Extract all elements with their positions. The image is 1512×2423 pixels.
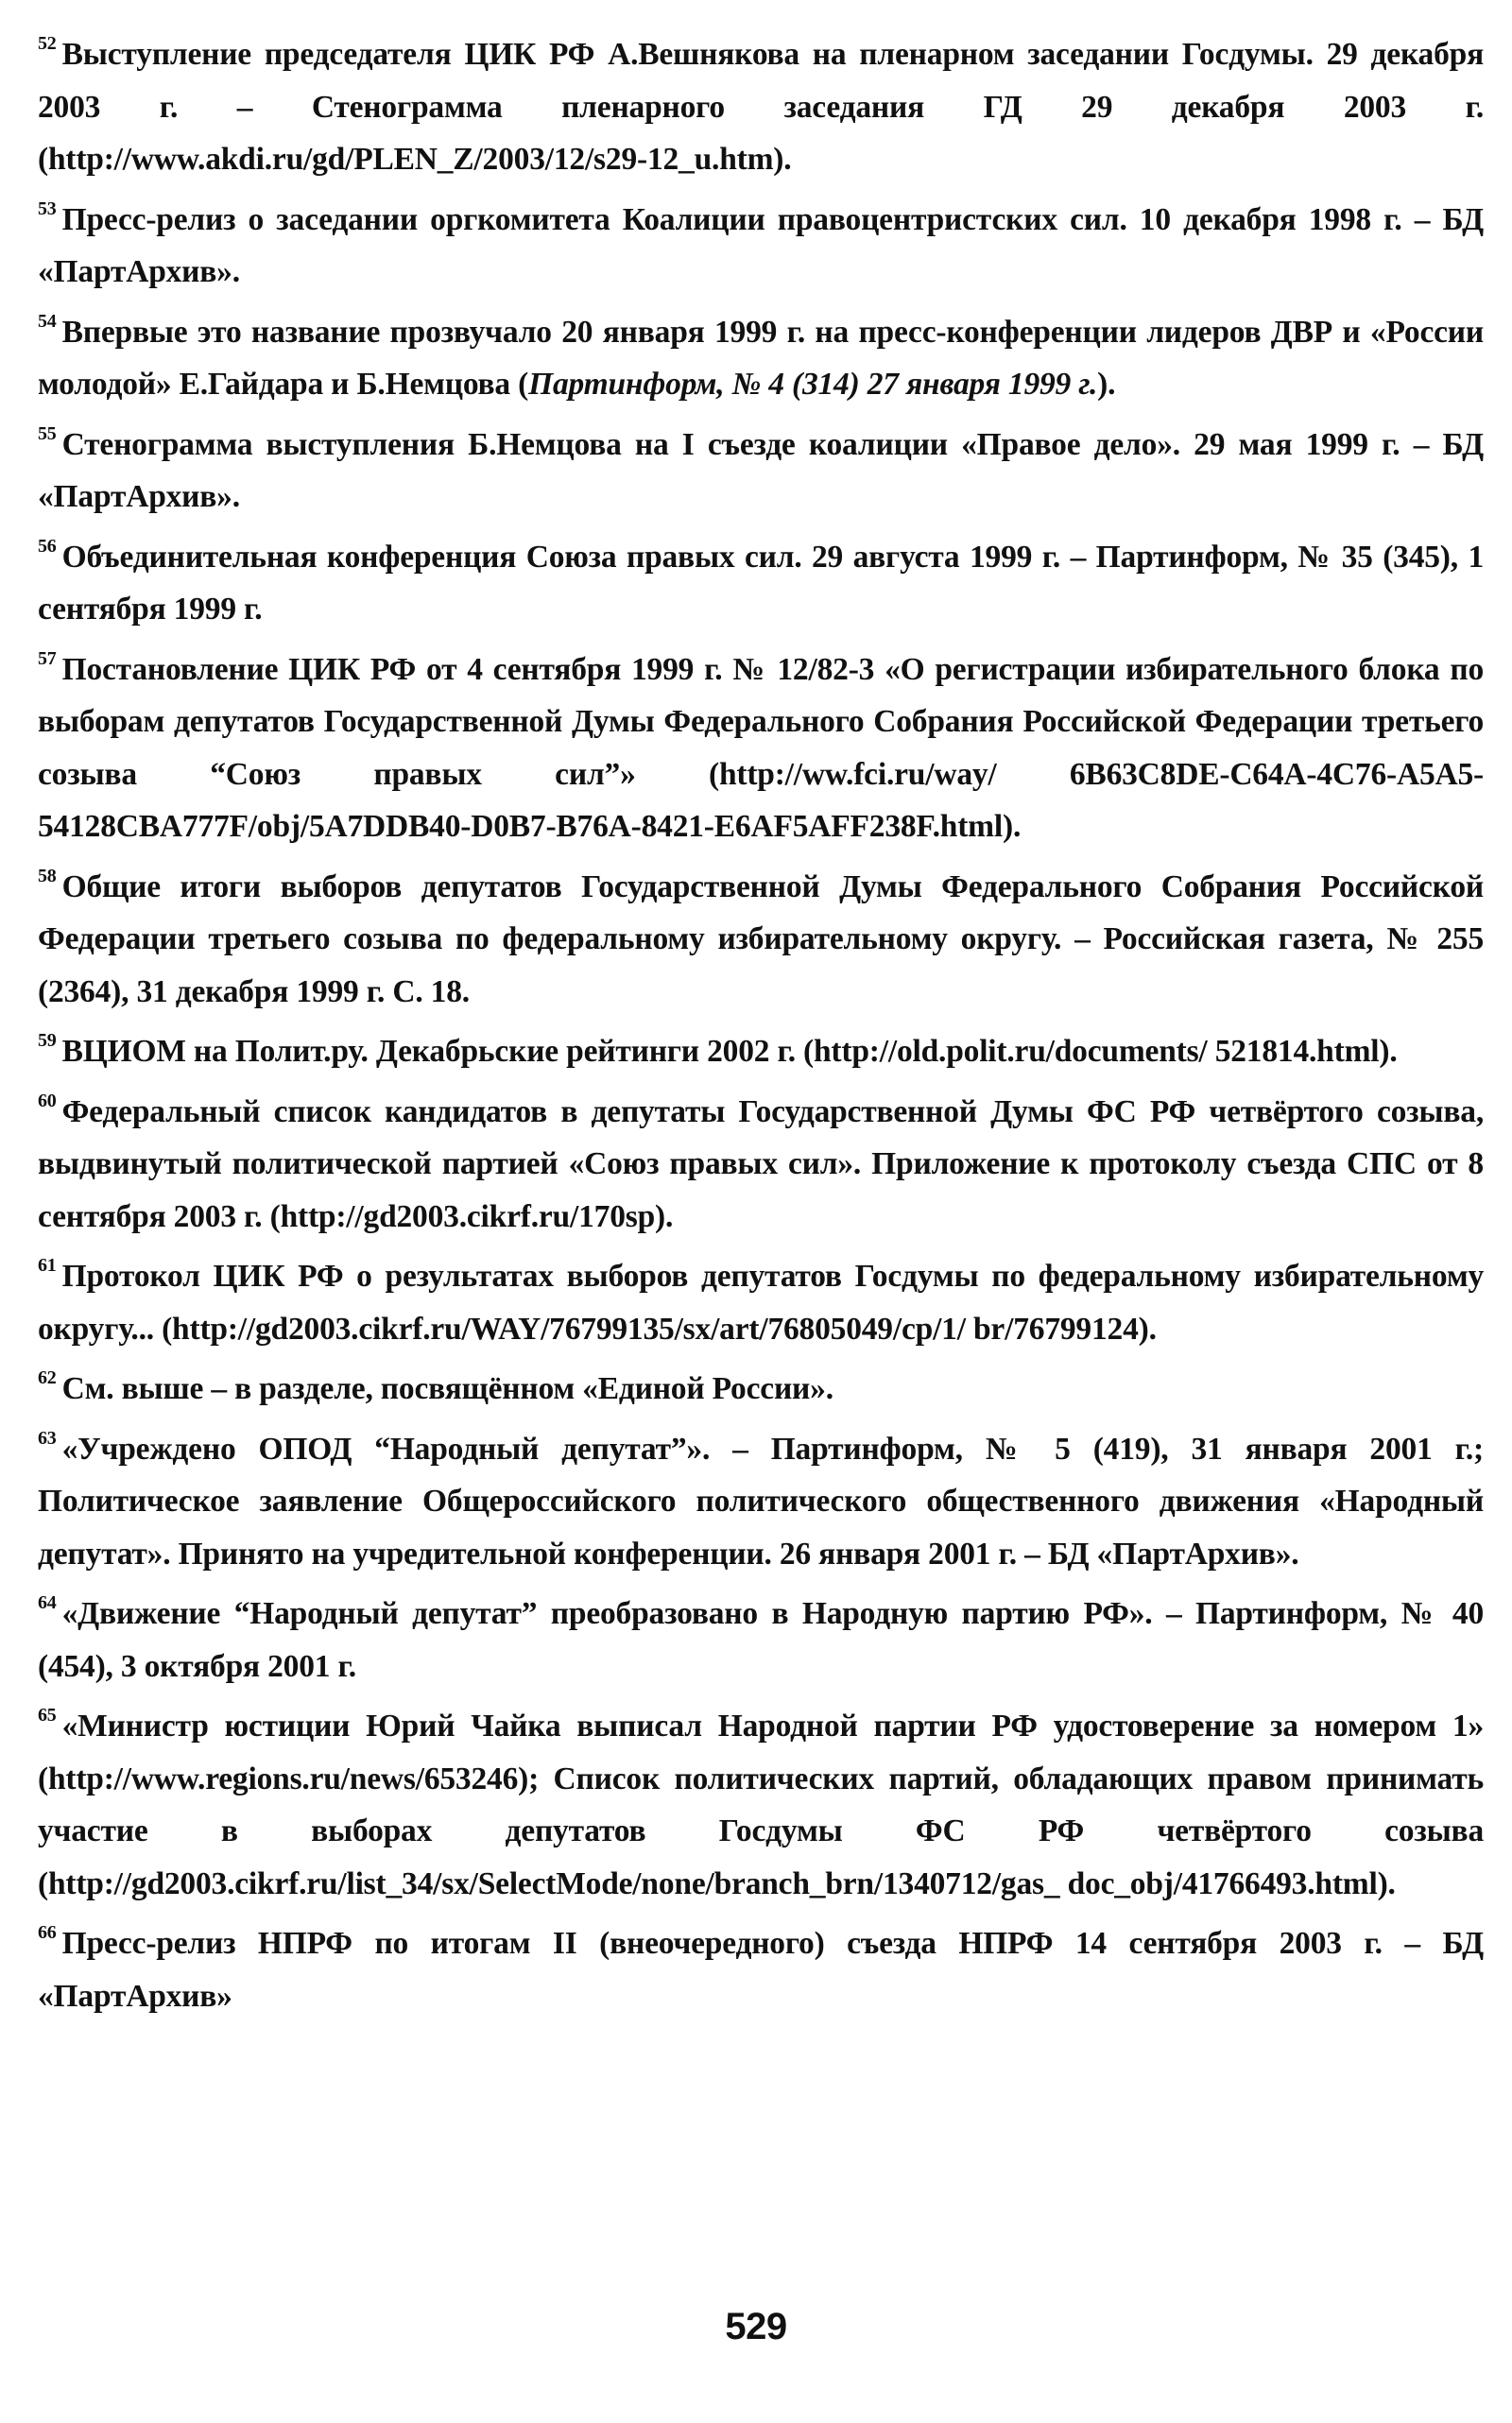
footnote-text: Стенограмма выступления Б.Немцова на I съезде коалиции «Правое дело». 29 мая 1999 г. – БД «ПартАрхив».: [38, 426, 1484, 514]
footnote-65: [38, 1700, 1484, 1910]
footnote-text: Федеральный список кандидатов в депутаты Государственной Думы ФС РФ четвёртого созыва, выдвинутый политической партией «Союз правых сил». Приложение к протоколу съезда СПС от 8 сентября 2003 г. (http://gd2003.cikrf.ru/170sp).: [38, 1093, 1484, 1234]
footnote-source-italic: Партинформ, № 4 (314) 27 января 1999 г.: [528, 367, 1098, 402]
footnote-61: [38, 1250, 1484, 1355]
footnote-number: 56: [38, 535, 57, 557]
footnote-66: [38, 1917, 1484, 2022]
footnote-text: Протокол ЦИК РФ о результатах выборов депутатов Госдумы по федеральному избирательному округу... (http://gd2003.cikrf.ru/WAY/76799135/sx/art/76805049/cp/1/ br/76799124).: [38, 1259, 1484, 1347]
footnote-number: 60: [38, 1090, 57, 1111]
footnote-text: Постановление ЦИК РФ от 4 сентября 1999 г. № 12/82-3 «О регистрации избирательного блока по выборам депутатов Государственной Думы Федерального Собрания Российской Федерации третьего созыва “Союз правых сил”» (http://ww.fci.ru/way/ 6B63C8DE-C64A-4C76-A5A5-54128CBA777F/obj/5A7DDB40-D0B7-B76A-8421-E6AF5AFF238F.html).: [38, 651, 1484, 844]
footnote-58: [38, 861, 1484, 1019]
footnote-number: 57: [38, 647, 57, 669]
footnote-62: [38, 1363, 1484, 1416]
footnote-number: 54: [38, 310, 57, 332]
footnote-text: Пресс-релиз НПРФ по итогам II (внеочередного) съезда НПРФ 14 сентября 2003 г. – БД «ПартАрхив»: [38, 1926, 1484, 2014]
page-number: 529: [725, 2306, 787, 2347]
footnote-text-tail: ).: [1097, 367, 1116, 402]
footnote-number: 53: [38, 198, 57, 219]
footnote-63: [38, 1423, 1484, 1581]
footnote-number: 63: [38, 1427, 57, 1449]
footnote-number: 62: [38, 1367, 57, 1388]
footnote-number: 59: [38, 1030, 57, 1051]
footnote-text: «Учреждено ОПОД “Народный депутат”». – Партинформ, № 5 (419), 31 января 2001 г.; Политическое заявление Общероссийского политического общественного движения «Народный депутат». Принято на учредительной конференции. 26 января 2001 г. – БД «ПартАрхив».: [38, 1431, 1484, 1572]
footnote-text: Общие итоги выборов депутатов Государственной Думы Федерального Собрания Российской Федерации третьего созыва по федеральному избирательному округу. – Российская газета, № 255 (2364), 31 декабря 1999 г. С. 18.: [38, 868, 1484, 1009]
footnote-number: 64: [38, 1592, 57, 1613]
footnote-number: 61: [38, 1255, 57, 1276]
footnote-53: [38, 194, 1484, 299]
footnote-number: 66: [38, 1922, 57, 1943]
footnote-text: Пресс-релиз о заседании оргкомитета Коалиции правоцентристских сил. 10 декабря 1998 г. – БД «ПартАрхив».: [38, 201, 1484, 289]
footnote-60: [38, 1086, 1484, 1244]
footnote-text: «Министр юстиции Юрий Чайка выписал Народной партии РФ удостоверение за номером 1» (http://www.regions.ru/news/653246); Список политических партий, обладающих правом принимать участие в выборах депутатов Госдумы ФС РФ четвёртого созыва (http://gd2003.cikrf.ru/list_34/sx/SelectMode/none/branch_brn/1340712/gas_ doc_obj/41766493.html).: [38, 1709, 1484, 1901]
footnote-text: Объединительная конференция Союза правых сил. 29 августа 1999 г. – Партинформ, № 35 (345), 1 сентября 1999 г.: [38, 539, 1484, 627]
footnote-55: [38, 419, 1484, 524]
footnote-text: Выступление председателя ЦИК РФ А.Вешнякова на пленарном заседании Госдумы. 29 декабря 2003 г. – Стенограмма пленарного заседания ГД 29 декабря 2003 г. (http://www.akdi.ru/gd/PLEN_Z/2003/12/s29-12_u.htm).: [38, 37, 1484, 177]
footnote-number: 65: [38, 1705, 57, 1726]
footnote-56: [38, 531, 1484, 636]
footnote-text: См. выше – в разделе, посвящённом «Единой России».: [61, 1371, 833, 1406]
footnote-64: [38, 1588, 1484, 1693]
footnote-text: ВЦИОМ на Полит.ру. Декабрьские рейтинги 2002 г. (http://old.polit.ru/documents/ 521814.html).: [61, 1034, 1398, 1069]
footnote-number: 58: [38, 865, 57, 886]
footnote-54: [38, 306, 1484, 411]
footnote-text: «Движение “Народный депутат” преобразовано в Народную партию РФ». – Партинформ, № 40 (454), 3 октября 2001 г.: [38, 1596, 1484, 1684]
footnote-59: [38, 1025, 1484, 1078]
footnote-57: [38, 644, 1484, 853]
footnote-52: [38, 28, 1484, 186]
footnote-text: Впервые это название прозвучало 20 января 1999 г. на пресс-конференции лидеров ДВР и «России молодой» Е.Гайдара и Б.Немцова (: [38, 314, 1484, 402]
footnote-number: 52: [38, 33, 57, 54]
footnotes-page: [38, 28, 1484, 2030]
footnote-number: 55: [38, 422, 57, 444]
